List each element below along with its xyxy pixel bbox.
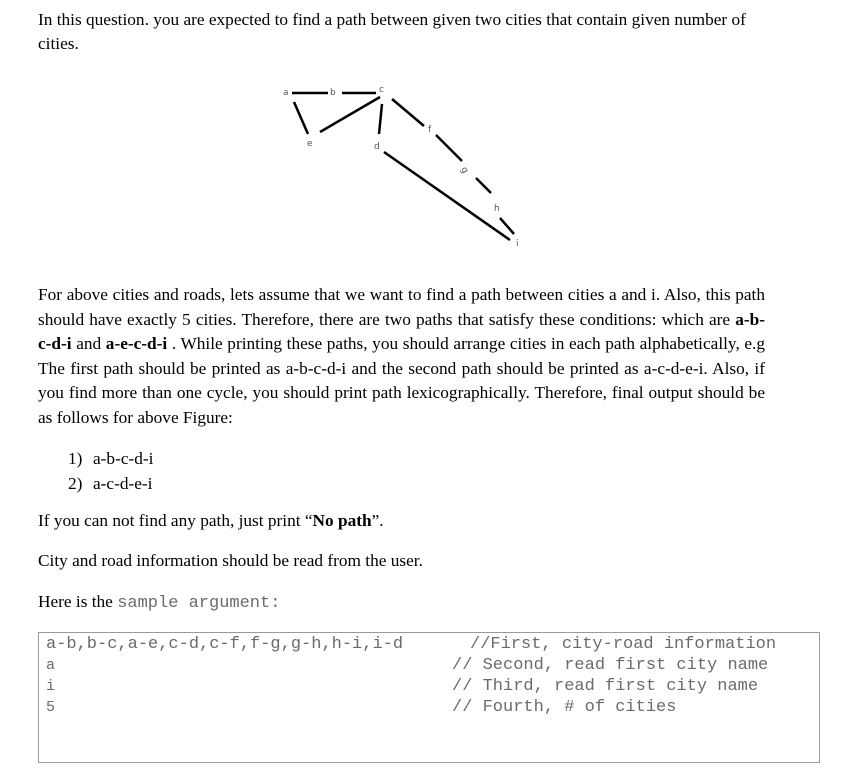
list-item [68, 471, 153, 496]
output-list [68, 446, 153, 496]
code-line-4: 5 [46, 699, 56, 716]
no-path-bold: No path [312, 511, 372, 530]
road-g-h [476, 178, 491, 193]
code-line-3: i [46, 678, 56, 695]
no-path-text [38, 511, 384, 531]
explanation-text-1: For above cities and roads, lets assume that we want to find a path between cities a and i. Also, this path should have exactly 5 cities. Therefore, there are two paths that satisfy these conditions: which are [38, 285, 765, 329]
city-label-i: i [516, 239, 519, 249]
list-text: a-b-c-d-i [93, 449, 154, 468]
path-example-2: a-e-c-d-i [105, 334, 168, 354]
code-comment-1: //First, city-road information [470, 635, 777, 654]
city-label-g: g [458, 165, 470, 176]
road-f-g [436, 135, 462, 161]
code-line-1: a-b,b-c,a-e,c-d,c-f,f-g,g-h,h-i,i-d [46, 635, 404, 654]
no-path-before: If you can not find any path, just print “ [38, 511, 313, 530]
road-a-e [294, 102, 308, 134]
list-text: a-c-d-e-i [93, 474, 153, 493]
road-e-c [320, 97, 380, 132]
no-path-after: ”. [371, 511, 384, 530]
list-number: 1) [68, 449, 83, 468]
code-comment-4: // Fourth, # of cities [452, 698, 677, 717]
code-comment-2: // Second, read first city name [452, 656, 769, 675]
city-label-f: f [428, 125, 432, 135]
intro-text: In this question. you are expected to find a path between given two cities that contain given number of cities. [38, 10, 746, 53]
city-label-d: d [374, 142, 380, 152]
road-i-d [384, 152, 510, 240]
sample-before: Here is the [38, 592, 118, 611]
sample-code-box [38, 632, 820, 763]
path-example-1: a-b-c-d-i [38, 309, 765, 354]
road-h-i [500, 218, 514, 234]
code-comment-3: // Third, read first city name [452, 677, 759, 696]
city-label-c: c [379, 85, 384, 95]
city-info-text: City and road information should be read from the user. [38, 551, 423, 570]
city-label-h: h [494, 204, 500, 214]
road-c-f [392, 99, 424, 126]
road-c-d [379, 104, 382, 134]
explanation-text-3: . While printing these paths, you should arrange cities in each path alphabetically, e.g The first path should be printed as a-b-c-d-i and the second path should be printed as a-c-d-e-i. Also, if you find more than one cycle, you should print path lexicographically. Therefore, final output should be as follows for above Figure: [38, 334, 766, 427]
explanation-text-2: and [71, 334, 106, 354]
code-line-2: a [46, 657, 56, 674]
city-label-a: a [283, 88, 289, 98]
list-item [68, 446, 153, 471]
city-road-graph [250, 80, 530, 260]
sample-mono: sample argument: [117, 594, 281, 613]
sample-intro [38, 592, 280, 613]
explanation-paragraph [38, 283, 765, 431]
list-number: 2) [68, 474, 83, 493]
city-label-b: b [330, 88, 336, 98]
city-label-e: e [307, 139, 313, 149]
